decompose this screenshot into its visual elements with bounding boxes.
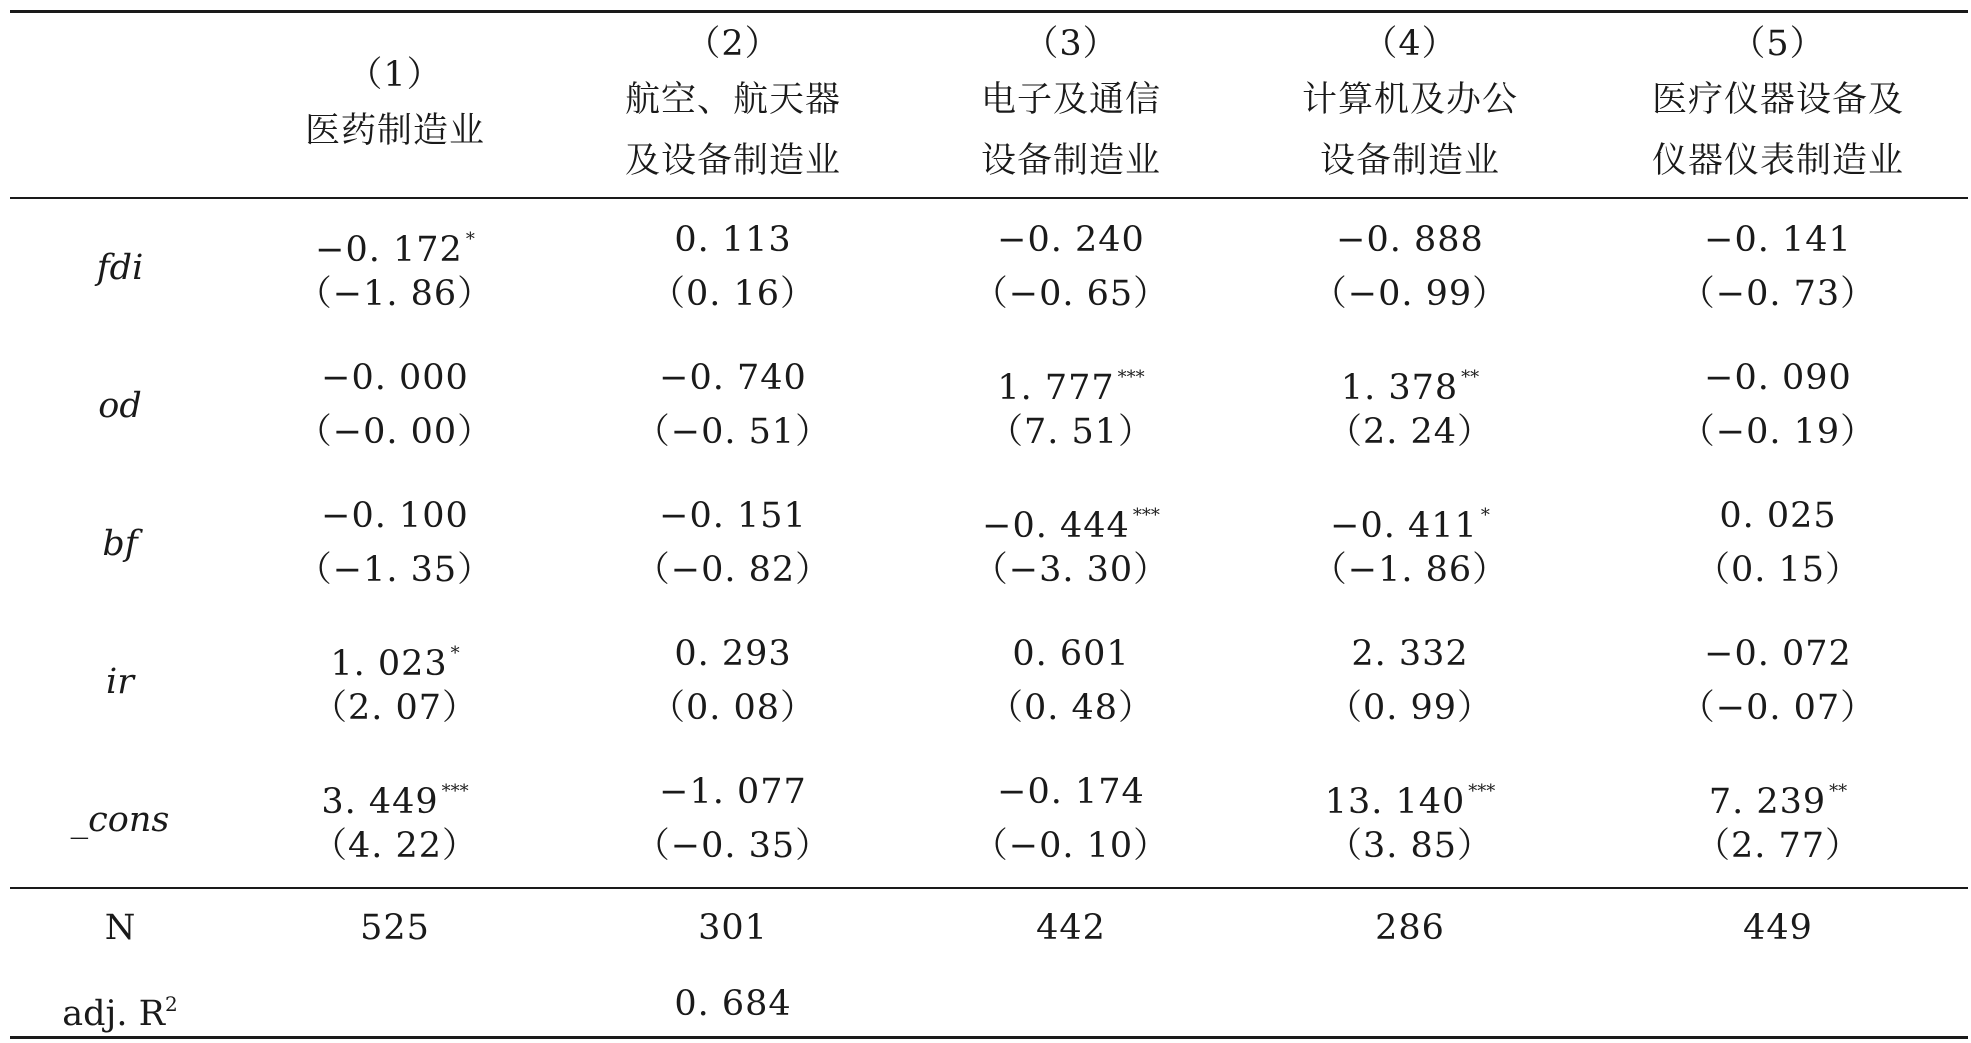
coefficient-cell [997,358,1144,408]
t-statistic: （7. 51） [987,412,1155,452]
bottom-rule [10,1036,1968,1039]
coefficient-cell [1325,772,1496,822]
column-number: （5） [1730,24,1826,64]
t-statistic: （−0. 82） [634,550,832,590]
coefficient-value: −0. 888 [1336,220,1484,260]
coefficient-value: 0. 113 [674,220,792,260]
t-statistic: （2. 07） [311,688,479,728]
coefficient-value: 1. 378 [1340,368,1459,408]
coefficient-value: 2. 332 [1351,634,1469,674]
column-title-line2: 及设备制造业 [624,141,842,181]
coefficient-value: 0. 293 [674,634,792,674]
header-rule [10,197,1968,199]
t-statistic: （0. 48） [987,688,1155,728]
coefficient-value: −0. 090 [1704,358,1852,398]
coefficient-value: −0. 141 [1704,220,1852,260]
coefficient-cell [997,220,1145,260]
t-statistic: （−0. 73） [1679,274,1877,314]
t-statistic: （−0. 51） [634,412,832,452]
significance-stars: ** [1829,781,1848,802]
t-statistic: （−0. 00） [296,412,494,452]
coefficient-cell [982,496,1160,546]
n-label: N [104,908,136,948]
coefficient-value: −0. 740 [659,358,807,398]
t-statistic: （0. 15） [1694,550,1862,590]
t-statistic: （2. 77） [1694,826,1862,866]
significance-stars: *** [1132,505,1160,526]
coefficient-cell [1704,220,1852,260]
coefficient-cell [674,634,791,674]
coefficient-cell [1330,496,1490,546]
column-title-line1: 电子及通信 [980,80,1162,120]
t-statistic: （3. 85） [1326,826,1494,866]
coefficient-value: 7. 239 [1708,782,1827,822]
t-statistic: （−0. 07） [1679,688,1877,728]
coefficient-cell [1709,772,1847,822]
coefficient-value: −0. 411 [1330,506,1478,546]
t-statistic: （−0. 99） [1311,274,1509,314]
column-title-line1: 航空、航天器 [624,80,842,120]
n-value: 286 [1375,908,1445,948]
coefficient-value: −0. 151 [659,496,807,536]
coefficient-cell [659,358,807,398]
significance-stars: *** [1468,781,1496,802]
coefficient-value: 0. 025 [1719,496,1837,536]
column-title-line2: 仪器仪表制造业 [1651,141,1905,181]
coefficient-cell [1012,634,1129,674]
column-title-line1: 计算机及办公 [1301,80,1519,120]
adj-r2-text: adj. R [62,994,165,1034]
coefficient-cell [1336,220,1484,260]
coefficient-value: −0. 172 [315,230,463,270]
column-title-line2: 设备制造业 [1319,141,1501,181]
coefficient-cell [997,772,1145,812]
row-label: _cons [70,800,170,840]
t-statistic: （−0. 35） [634,826,832,866]
coefficient-cell [659,496,807,536]
coefficient-value: 0. 601 [1012,634,1130,674]
t-statistic: （2. 24） [1326,412,1494,452]
n-value: 525 [360,908,430,948]
coefficient-value: −1. 077 [659,772,807,812]
significance-stars: *** [1117,367,1145,388]
coefficient-value: 1. 777 [997,368,1115,408]
coefficient-value: 13. 140 [1324,782,1466,822]
column-number: （4） [1362,24,1458,64]
adj-r2-value: 0. 684 [674,984,792,1024]
coefficient-cell [330,634,459,684]
coefficient-cell [321,496,469,536]
row-label: ir [106,662,134,702]
coefficient-cell [321,772,468,822]
column-number: （2） [685,24,781,64]
significance-stars: * [465,229,475,250]
body-rule [10,887,1968,889]
significance-stars: *** [441,781,469,802]
column-title-line1: 医疗仪器设备及 [1651,80,1905,120]
coefficient-value: −0. 240 [997,220,1145,260]
coefficient-cell [659,772,807,812]
t-statistic: （−0. 10） [972,826,1170,866]
coefficient-cell [321,358,469,398]
t-statistic: （4. 22） [311,826,479,866]
coefficient-cell [315,220,475,270]
column-number: （3） [1023,24,1119,64]
coefficient-cell [1704,634,1852,674]
coefficient-cell [1704,358,1852,398]
coefficient-value: 1. 023 [330,644,448,684]
t-statistic: （−1. 35） [296,550,494,590]
n-value: 301 [698,908,768,948]
coefficient-cell [674,220,791,260]
t-statistic: （0. 99） [1326,688,1494,728]
column-title-line2: 设备制造业 [980,141,1162,181]
significance-stars: * [450,643,460,664]
row-label: bf [102,524,138,564]
coefficient-cell [1341,358,1479,408]
column-title-line1: 医药制造业 [304,111,486,151]
t-statistic: （−3. 30） [972,550,1170,590]
t-statistic: （0. 16） [649,274,817,314]
column-number: （1） [347,55,443,95]
coefficient-value: −0. 100 [321,496,469,536]
coefficient-value: −0. 174 [997,772,1145,812]
t-statistic: （−1. 86） [296,274,494,314]
adj-r2-label [62,984,177,1034]
coefficient-value: −0. 444 [982,506,1130,546]
row-label: od [98,386,142,426]
top-rule [10,10,1968,13]
n-value: 442 [1036,908,1106,948]
coefficient-cell [1719,496,1836,536]
n-value: 449 [1743,908,1813,948]
t-statistic: （−0. 65） [972,274,1170,314]
significance-stars: * [1480,505,1490,526]
coefficient-cell [1351,634,1468,674]
t-statistic: （−1. 86） [1311,550,1509,590]
significance-stars: ** [1461,367,1480,388]
t-statistic: （−0. 19） [1679,412,1877,452]
coefficient-value: 3. 449 [321,782,439,822]
coefficient-value: −0. 072 [1704,634,1852,674]
adj-r2-superscript: 2 [165,992,178,1016]
t-statistic: （0. 08） [649,688,817,728]
row-label: fdi [96,248,144,288]
coefficient-value: −0. 000 [321,358,469,398]
